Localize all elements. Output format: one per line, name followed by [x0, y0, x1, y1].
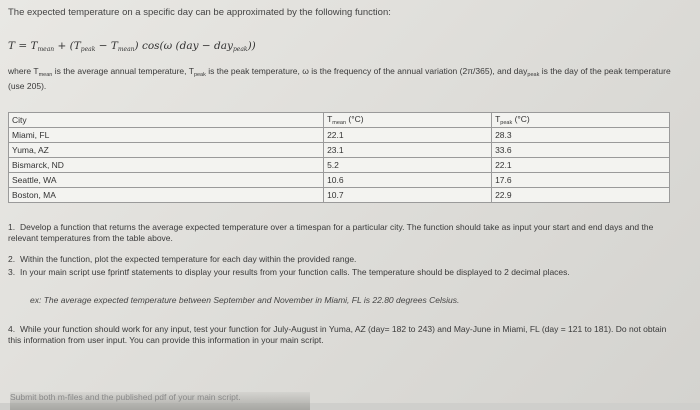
temperature-formula	[8, 40, 256, 53]
cell-tmean: 22.1	[324, 128, 492, 143]
cell-tmean: 23.1	[324, 143, 492, 158]
cell-tmean: 10.7	[324, 188, 492, 203]
table-row	[9, 188, 670, 203]
header-tpeak-main: T	[495, 114, 501, 124]
task-text: While your function should work for any input, test your function for July-August in Yuma, AZ (day= 182 to 243) and May-June in Miami, FL (day = 121 to 181). Do not obtain this information from user input. You can provide this information in your main script.	[8, 324, 667, 345]
header-tmean-unit: (°C)	[346, 114, 364, 124]
task-item-3	[8, 267, 678, 278]
table-row	[9, 158, 670, 173]
cell-city: Miami, FL	[9, 128, 324, 143]
submit-instructions: Submit both m-files and the published pdf of your main script.	[10, 392, 310, 410]
header-tpeak-unit: (°C)	[512, 114, 530, 124]
task-number: 4.	[8, 324, 16, 334]
task-text: In your main script use fprintf statements to display your results from your function calls. The temperature should be displayed to 2 decimal places.	[20, 267, 570, 277]
definition-text: where T	[8, 66, 39, 76]
header-tpeak	[492, 113, 670, 128]
formula-part: ))	[247, 40, 256, 52]
definition-text: is the day of the peak temperature (use 205).	[8, 66, 671, 91]
cell-city: Seattle, WA	[9, 173, 324, 188]
intro-text: The expected temperature on a specific day can be approximated by the following function:	[8, 7, 391, 18]
definition-subscript: peak	[193, 72, 206, 78]
table-header-row	[9, 113, 670, 128]
cell-tpeak: 17.6	[492, 173, 670, 188]
cell-tpeak: 22.1	[492, 158, 670, 173]
cell-tmean: 5.2	[324, 158, 492, 173]
definition-text: is the average annual temperature, T	[52, 66, 194, 76]
cell-tmean: 10.6	[324, 173, 492, 188]
formula-subscript: mean	[117, 46, 135, 53]
cell-tpeak: 28.3	[492, 128, 670, 143]
definition-subscript: peak	[527, 72, 540, 78]
formula-part: + (T	[54, 40, 81, 52]
formula-part: T = T	[8, 40, 38, 52]
formula-part: ) cos(ω (day − day	[134, 40, 233, 52]
header-tmean-main: T	[327, 114, 333, 124]
formula-subscript: peak	[80, 46, 96, 53]
table-row	[9, 173, 670, 188]
task-text: Within the function, plot the expected temperature for each day within the provided range.	[20, 254, 357, 264]
task-number: 1.	[8, 222, 16, 232]
header-tmean	[324, 113, 492, 128]
header-tpeak-sub: peak	[500, 120, 513, 126]
cell-city: Boston, MA	[9, 188, 324, 203]
example-output: ex: The average expected temperature between September and November in Miami, FL is 22.80 degrees Celsius.	[30, 295, 460, 305]
cell-city: Yuma, AZ	[9, 143, 324, 158]
task-item-2	[8, 254, 678, 265]
table-row	[9, 143, 670, 158]
task-item-4	[8, 324, 678, 346]
formula-subscript: peak	[232, 46, 248, 53]
variable-definitions	[8, 66, 688, 92]
city-temperature-table	[8, 112, 670, 203]
cell-tpeak: 22.9	[492, 188, 670, 203]
formula-part: − T	[95, 40, 118, 52]
definition-subscript: mean	[38, 72, 53, 78]
table-row	[9, 128, 670, 143]
task-text: Develop a function that returns the average expected temperature over a timespan for a particular city. The function should take as input your start and end days and the relevant temperatures from the table above.	[8, 222, 654, 243]
cell-tpeak: 33.6	[492, 143, 670, 158]
task-item-1	[8, 222, 678, 244]
cell-city: Bismarck, ND	[9, 158, 324, 173]
task-number: 2.	[8, 254, 16, 264]
task-number: 3.	[8, 267, 16, 277]
header-city: City	[9, 113, 324, 128]
formula-subscript: mean	[37, 46, 55, 53]
header-tmean-sub: mean	[332, 120, 347, 126]
definition-text: is the peak temperature, ω is the frequency of the annual variation (2π/365), and day	[205, 66, 528, 76]
